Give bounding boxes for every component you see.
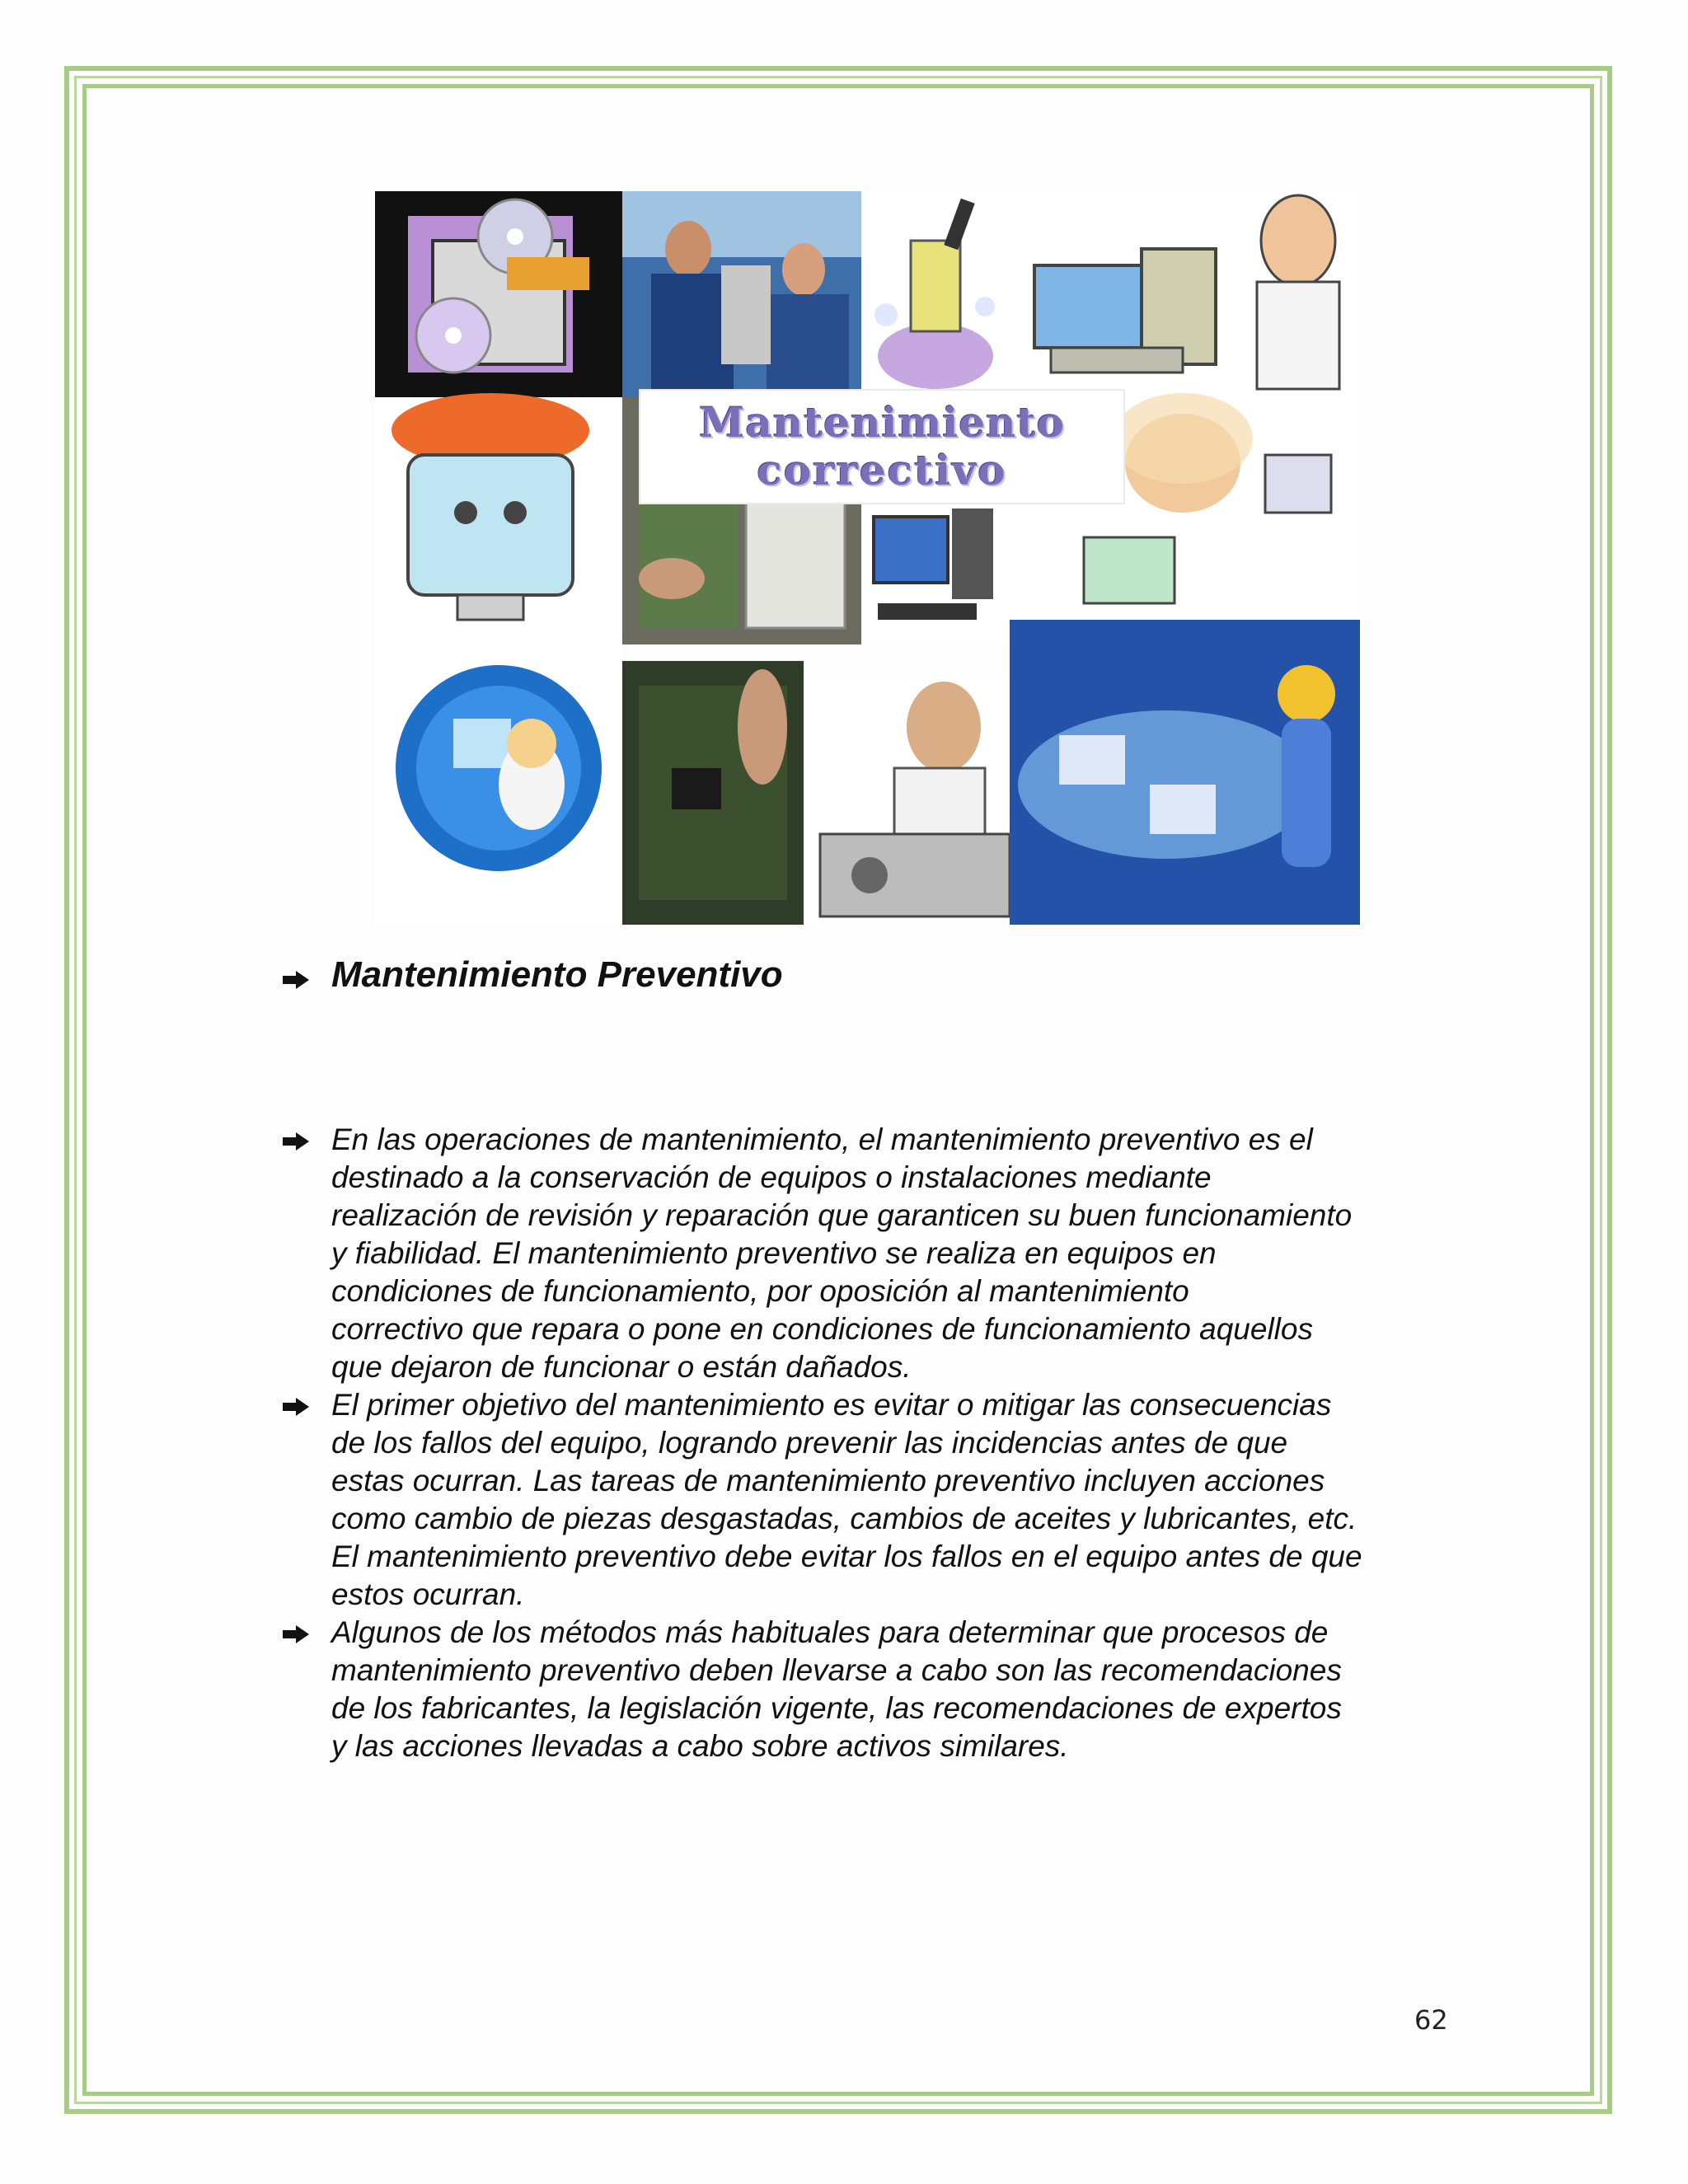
- right-arrow-bullet-icon: [283, 1132, 309, 1151]
- right-arrow-bullet-icon: [283, 1625, 309, 1643]
- maintenance-collage-image: [375, 191, 1360, 925]
- right-arrow-bullet-icon: [283, 1398, 309, 1416]
- collage-title-line2: correctivo: [757, 446, 1007, 494]
- paragraph-objective: El primer objetivo del mantenimiento es evitar o mitigar las consecuencias de los fallos del equipo, logrando prevenir las incidencias antes de que estas ocurran. Las tareas de mantenimiento preventivo incluyen acciones como cambio de piezas desgastadas, cambios de aceites y lubricantes, etc. El mantenimiento preventivo debe evitar los fallos en el equipo antes de que estos ocurran.: [331, 1388, 1362, 1611]
- technicians-photo: [622, 191, 861, 397]
- section-heading: Mantenimiento Preventivo: [331, 954, 783, 995]
- computer-doctor-icon: [375, 644, 622, 925]
- technician-psu-clipart: [804, 677, 1010, 925]
- collage-title-line1: Mantenimiento: [699, 398, 1065, 447]
- cleaning-computer-clipart: [861, 191, 1010, 397]
- collage-title-banner: [639, 389, 1125, 504]
- page-number: 62: [1414, 2004, 1448, 2036]
- network-support-clipart: [1010, 620, 1360, 925]
- desktop-computer-clipart: [861, 496, 1010, 644]
- paragraph-definition: En las operaciones de mantenimiento, el mantenimiento preventivo es el destinado a la conservación de equipos o instalaciones mediante realización de revisión y reparación que garanticen su buen funcionamiento y fiabilidad. El mantenimiento preventivo se realiza en equipos en condiciones de funcionamiento, por oposición al mantenimiento correctivo que repara o pone en condiciones de funcionamiento aquellos que dejaron de funcionar o están dañados.: [331, 1122, 1353, 1384]
- cd-drive-clipart: [375, 191, 622, 397]
- sick-computer-clipart: [375, 393, 622, 644]
- right-arrow-bullet-icon: [283, 971, 309, 989]
- technician-computer-clipart: [1010, 191, 1360, 397]
- circuit-board-photo: [622, 661, 804, 925]
- paragraph-methods: Algunos de los métodos más habituales para determinar que procesos de mantenimiento preventivo deben llevarse a cabo son las recomendaciones de los fabricantes, la legislación vigente, las recomendaciones de expertos y las acciones llevadas a cabo sobre activos similares.: [331, 1615, 1342, 1763]
